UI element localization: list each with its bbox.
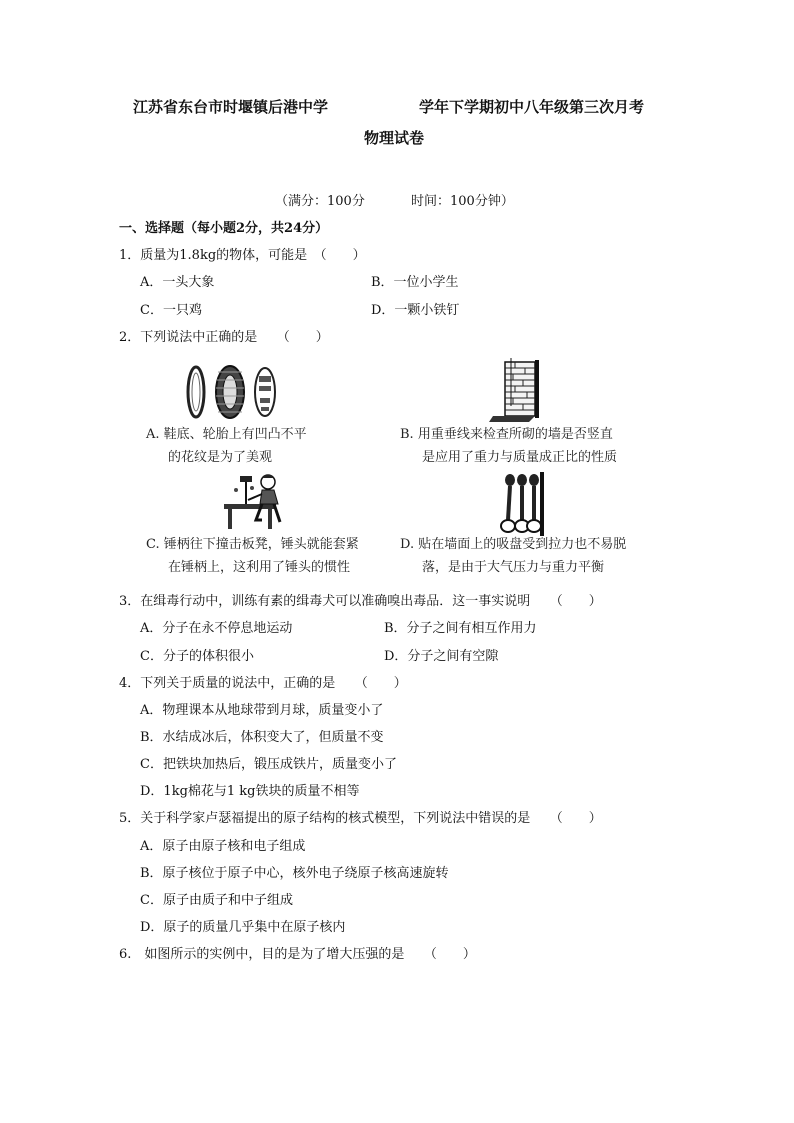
question-5-stem: 5．关于科学家卢瑟福提出的原子结构的核式模型，下列说法中错误的是 （ ） xyxy=(119,811,602,826)
q4-option-c[interactable]: C．把铁块加热后，锻压成铁片，质量变小了 xyxy=(140,757,397,772)
q1-option-a[interactable]: A．一头大象 xyxy=(140,275,215,290)
q3-option-d[interactable]: D．分子之间有空隙 xyxy=(384,649,499,664)
q2-caption-b-line2: 是应用了重力与质量成正比的性质 xyxy=(422,450,618,465)
q5-option-c[interactable]: C．原子由质子和中子组成 xyxy=(140,893,293,908)
q1-option-c[interactable]: C．一只鸡 xyxy=(140,303,202,318)
q5-option-b[interactable]: B．原子核位于原子中心，核外电子绕原子核高速旋转 xyxy=(140,866,449,881)
q2-caption-c-line2: 在锤柄上，这利用了锤头的惯性 xyxy=(168,560,351,575)
shoe-tyre-illustration xyxy=(180,362,280,422)
exam-title: 学年下学期初中八年级第三次月考 xyxy=(419,98,645,116)
question-6-stem: 6. 如图所示的实例中，目的是为了增大压强的是 （ ） xyxy=(119,947,476,962)
question-1-stem: 1．质量为1.8kg的物体，可能是 （ ） xyxy=(119,248,366,263)
q4-option-a[interactable]: A．物理课本从地球带到月球，质量变小了 xyxy=(140,703,384,718)
q3-option-c[interactable]: C．分子的体积很小 xyxy=(140,649,254,664)
q4-option-d[interactable]: D．1kg棉花与1 kg铁块的质量不相等 xyxy=(140,784,360,799)
q3-option-b[interactable]: B．分子之间有相互作用力 xyxy=(384,621,537,636)
question-3-stem: 3．在缉毒行动中，训练有素的缉毒犬可以准确嗅出毒品．这一事实说明 （ ） xyxy=(119,594,602,609)
suction-cups-illustration xyxy=(498,472,550,536)
q2-caption-b-line1: B. 用重垂线来检查所砌的墙是否竖直 xyxy=(400,427,613,442)
section-title: 一、选择题（每小题2分，共24分） xyxy=(119,221,329,236)
q1-option-d[interactable]: D．一颗小铁钉 xyxy=(371,303,460,318)
q2-caption-c-line1: C. 锤柄往下撞击板凳，锤头就能套紧 xyxy=(146,537,359,552)
q4-option-b[interactable]: B．水结成冰后，体积变大了，但质量不变 xyxy=(140,730,384,745)
q3-option-a[interactable]: A．分子在永不停息地运动 xyxy=(140,621,293,636)
q2-caption-d-line2: 落，是由于大气压力与重力平衡 xyxy=(422,560,605,575)
brick-wall-plumb-illustration xyxy=(485,356,545,424)
q2-caption-a-line2: 的花纹是为了美观 xyxy=(168,450,273,465)
full-score: （满分：100分 xyxy=(275,194,365,209)
q1-option-b[interactable]: B．一位小学生 xyxy=(371,275,459,290)
school-name: 江苏省东台市时堰镇后港中学 xyxy=(133,98,329,116)
q5-option-d[interactable]: D．原子的质量几乎集中在原子核内 xyxy=(140,920,346,935)
q2-caption-a-line1: A. 鞋底、轮胎上有凹凸不平 xyxy=(146,427,307,442)
hammer-bench-illustration xyxy=(222,470,292,532)
question-2-stem: 2．下列说法中正确的是 （ ） xyxy=(119,330,329,345)
q5-option-a[interactable]: A．原子由原子核和电子组成 xyxy=(140,839,306,854)
question-4-stem: 4．下列关于质量的说法中，正确的是 （ ） xyxy=(119,676,407,691)
subject-title: 物理试卷 xyxy=(364,129,425,147)
exam-time: 时间：100分钟） xyxy=(411,194,514,209)
q2-caption-d-line1: D. 贴在墙面上的吸盘受到拉力也不易脱 xyxy=(400,537,627,552)
